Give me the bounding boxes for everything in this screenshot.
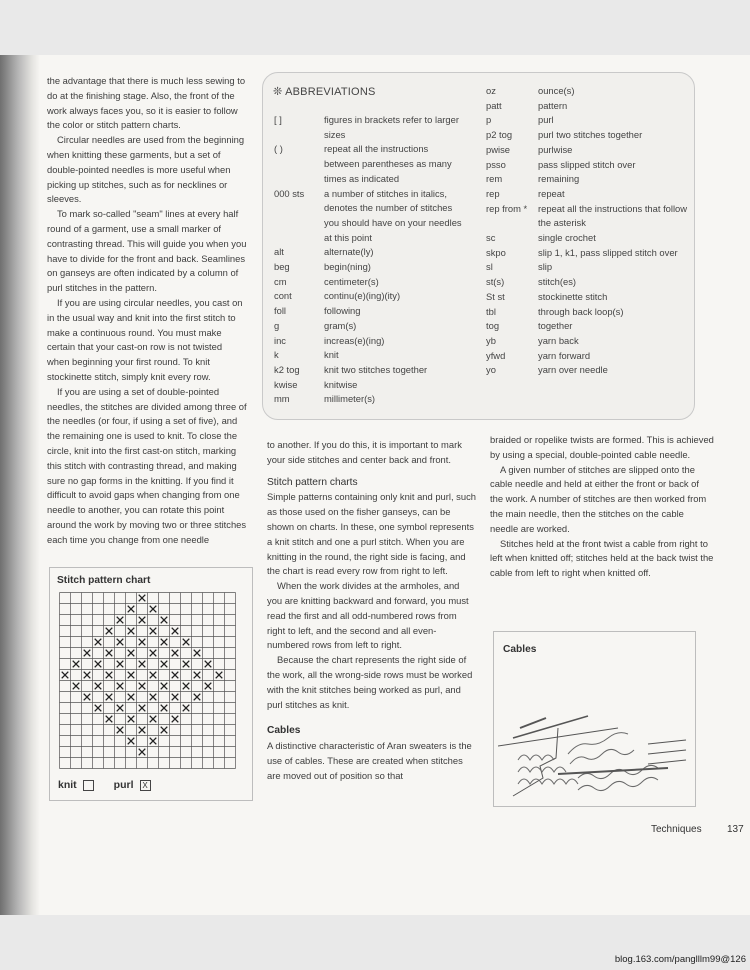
purl-stitch-mark xyxy=(128,694,135,701)
purl-stitch-mark xyxy=(128,628,135,635)
legend-purl-swatch: X xyxy=(140,780,151,791)
abbreviation-term: sc xyxy=(486,232,496,244)
abbreviation-term: beg xyxy=(274,261,290,273)
body-paragraph: Simple patterns containing only knit and purl, such as those used on the fisher ganseys, can be shown on charts. In these, one symbol represents a knit stitch and one a purl stitch. When you are knitting in the round, the right side is facing, and the chart is read every row from right to left. xyxy=(267,491,476,577)
abbreviation-term: ( ) xyxy=(274,143,283,155)
abbreviation-term: k xyxy=(274,349,279,361)
purl-stitch-mark xyxy=(194,672,201,679)
abbreviation-definition: single crochet xyxy=(538,232,596,244)
purl-stitch-mark xyxy=(150,606,157,613)
abbreviation-term: foll xyxy=(274,305,286,317)
abbreviation-row xyxy=(272,363,464,378)
abbreviation-definition: knitwise xyxy=(324,378,358,390)
body-paragraph: If you are using circular needles, you cast on in the usual way and knit into the first stitch to make a continuous round. You must make certain that your cast-on row is not twisted when beginning your first round. To knit stockinette stitch, simply knit every row. xyxy=(47,296,243,382)
abbreviation-term: tog xyxy=(486,320,500,332)
abbreviation-row xyxy=(486,128,688,143)
abbreviation-row xyxy=(486,231,688,246)
purl-stitch-mark xyxy=(172,628,179,635)
purl-stitch-mark xyxy=(139,683,146,690)
purl-stitch-mark xyxy=(150,694,157,701)
abbreviation-row xyxy=(486,158,688,173)
abbreviation-term: mm xyxy=(274,393,290,405)
abbreviation-term: cont xyxy=(274,290,292,302)
abbreviation-definition: a number of stitches in italics, denotes the number of stitches you should have on your needles at this point xyxy=(324,187,462,243)
abbreviation-definition: alternate(ly) xyxy=(324,246,374,258)
abbreviation-definition: purl two stitches together xyxy=(538,129,643,141)
purl-stitch-mark xyxy=(73,683,80,690)
purl-stitch-mark xyxy=(84,650,91,657)
purl-stitch-mark xyxy=(172,716,179,723)
purl-stitch-mark xyxy=(95,661,102,668)
abbreviation-row xyxy=(272,245,464,260)
abbreviation-term: rep from * xyxy=(486,202,528,214)
purl-stitch-mark xyxy=(128,716,135,723)
purl-stitch-mark xyxy=(194,650,201,657)
abbreviation-row xyxy=(486,334,688,349)
purl-stitch-mark xyxy=(161,705,168,712)
abbreviation-row xyxy=(486,305,688,320)
abbreviation-row xyxy=(272,187,464,246)
abbreviation-term: patt xyxy=(486,99,502,111)
abbreviation-term: yo xyxy=(486,364,496,376)
purl-stitch-mark xyxy=(161,661,168,668)
purl-stitch-mark xyxy=(205,683,212,690)
legend-knit-label: knit xyxy=(58,779,77,791)
abbreviation-term: rem xyxy=(486,173,503,185)
purl-stitch-mark xyxy=(84,694,91,701)
abbreviation-definition: repeat all the instructions between parentheses as many times as indicated xyxy=(324,143,452,184)
abbreviation-term: pwise xyxy=(486,143,510,155)
abbreviation-row xyxy=(272,392,464,407)
abbreviation-row xyxy=(272,348,464,363)
purl-stitch-mark xyxy=(139,661,146,668)
purl-stitch-mark xyxy=(139,595,146,602)
abbreviation-definition: increas(e)(ing) xyxy=(324,334,385,346)
abbreviation-definition: begin(ning) xyxy=(324,261,371,273)
purl-stitch-mark xyxy=(183,661,190,668)
abbreviation-definition: centimeter(s) xyxy=(324,275,379,287)
purl-stitch-mark xyxy=(172,694,179,701)
purl-stitch-mark xyxy=(128,606,135,613)
abbreviation-definition: knit xyxy=(324,349,339,361)
abbreviation-definition: purlwise xyxy=(538,143,573,155)
purl-stitch-mark xyxy=(95,705,102,712)
abbreviation-row xyxy=(486,349,688,364)
abbreviation-definition: slip xyxy=(538,261,553,273)
abbreviation-row xyxy=(272,113,464,142)
abbreviation-term: k2 tog xyxy=(274,363,300,375)
purl-stitch-mark xyxy=(106,694,113,701)
stitch-pattern-charts-heading: Stitch pattern charts xyxy=(267,476,358,488)
purl-stitch-mark xyxy=(117,661,124,668)
purl-stitch-mark xyxy=(95,639,102,646)
left-text-column xyxy=(47,74,247,548)
purl-stitch-mark xyxy=(172,672,179,679)
purl-stitch-mark xyxy=(161,639,168,646)
abbreviation-row xyxy=(486,246,688,261)
abbreviation-definition: together xyxy=(538,320,573,332)
purl-stitch-mark xyxy=(106,650,113,657)
abbreviation-row xyxy=(486,187,688,202)
abbreviation-row xyxy=(272,289,464,304)
purl-stitch-mark xyxy=(106,628,113,635)
abbreviation-term: sl xyxy=(486,261,493,273)
purl-stitch-mark xyxy=(128,672,135,679)
abbreviation-term: cm xyxy=(274,275,287,287)
body-paragraph: To mark so-called "seam" lines at every half round of a garment, use a small marker of contrasting thread. This will guide you when you have to divide for the front and back. Seamlines on ganseys are often indicated by a column of purl stitches in the pattern. xyxy=(47,208,247,294)
cables-heading: Cables xyxy=(267,725,301,737)
abbreviation-term: yfwd xyxy=(486,349,506,361)
purl-stitch-mark xyxy=(117,727,124,734)
purl-stitch-mark xyxy=(150,716,157,723)
abbreviation-term: g xyxy=(274,319,280,331)
purl-stitch-mark xyxy=(205,661,212,668)
abbreviation-row xyxy=(486,363,688,378)
abbreviation-definition: stitch(es) xyxy=(538,276,577,288)
cable-needle-illustration xyxy=(498,668,690,800)
continuation-text: to another. If you do this, it is important to mark your side stitches and center back and front. xyxy=(267,439,462,465)
stitch-chart-title: Stitch pattern chart xyxy=(57,575,151,586)
abbreviation-definition: following xyxy=(324,305,361,317)
source-watermark: blog.163.com/panglllm99@126 xyxy=(614,954,746,965)
abbreviation-row xyxy=(272,319,464,334)
running-footer-section: Techniques xyxy=(651,824,702,835)
abbreviations-title: ❊ ABBREVIATIONS xyxy=(273,86,376,98)
purl-stitch-mark xyxy=(117,617,124,624)
abbreviation-row xyxy=(486,84,688,99)
abbreviation-definition: ounce(s) xyxy=(538,85,575,96)
stitch-pattern-paragraphs xyxy=(267,490,477,712)
body-paragraph: Circular needles are used from the beginning when knitting these garments, but a set of double-pointed needles is more useful when picking up stitches, such as for necklines or sleeves. xyxy=(47,134,245,205)
purl-stitch-mark xyxy=(183,639,190,646)
purl-stitch-mark xyxy=(150,650,157,657)
middle-text-column xyxy=(267,438,477,784)
purl-stitch-mark xyxy=(172,650,179,657)
abbreviation-definition: remaining xyxy=(538,173,580,185)
abbreviations-title-text: ABBREVIATIONS xyxy=(285,86,376,98)
abbreviation-row xyxy=(272,275,464,290)
abbreviation-row xyxy=(486,290,688,305)
body-paragraph: Because the chart represents the right side of the work, all the wrong-side rows must be worked with the knit stitches being worked as purl, and purl stitches as knit. xyxy=(267,654,473,710)
abbreviation-definition: yarn over needle xyxy=(538,364,608,376)
right-text-column xyxy=(490,433,714,581)
abbreviation-row xyxy=(272,142,464,186)
purl-stitch-mark xyxy=(139,727,146,734)
abbreviation-definition: stockinette stitch xyxy=(538,290,608,302)
abbreviation-definition: pass slipped stitch over xyxy=(538,158,636,170)
abbreviation-term: skpo xyxy=(486,246,506,258)
abbreviation-row xyxy=(486,143,688,158)
purl-stitch-mark xyxy=(161,617,168,624)
purl-stitch-mark xyxy=(194,694,201,701)
abbreviation-definition: continu(e)(ing)(ity) xyxy=(324,290,401,302)
purl-stitch-mark xyxy=(117,639,124,646)
abbreviation-term: oz xyxy=(486,85,496,96)
purl-stitch-mark xyxy=(150,628,157,635)
abbreviation-term: St st xyxy=(486,290,505,302)
stitch-chart-grid xyxy=(59,592,236,769)
stitch-chart-legend xyxy=(58,779,151,791)
body-paragraph: A given number of stitches are slipped onto the cable needle and held at either the front or back of the work. A number of stitches are then worked from the main needle, then the stitches on the cable needle are worked. xyxy=(490,463,707,534)
abbreviation-definition: slip 1, k1, pass slipped stitch over xyxy=(538,246,678,258)
abbreviation-row xyxy=(486,202,688,231)
abbreviation-term: st(s) xyxy=(486,276,505,288)
abbreviation-term: rep xyxy=(486,187,500,199)
purl-stitch-mark xyxy=(216,672,223,679)
abbreviations-list-right xyxy=(486,84,688,378)
purl-stitch-mark xyxy=(183,683,190,690)
abbreviation-row xyxy=(486,172,688,187)
purl-stitch-mark xyxy=(161,683,168,690)
abbreviation-definition: millimeter(s) xyxy=(324,393,376,405)
abbreviations-list-left xyxy=(272,113,464,407)
page-spine-shadow xyxy=(0,55,40,915)
abbreviation-definition: gram(s) xyxy=(324,319,357,331)
purl-stitch-mark xyxy=(117,705,124,712)
abbreviation-definition: repeat xyxy=(538,187,565,199)
abbreviation-definition: knit two stitches together xyxy=(324,363,428,375)
body-paragraph: If you are using a set of double-pointed needles, the stitches are divided among three of the needles (or four, if using a set of five), and the remaining one is used to knit. To close the circle, knit into the first cast-on stitch, marking this stitch with contrasting thread, and making sure no gap forms in the knitting. If you find it difficult to avoid gaps when changing from one needle to another, you can rotate this point around the work by moving two or three stitches each time you change from one needle xyxy=(47,385,247,545)
abbreviation-term: yb xyxy=(486,334,496,346)
abbreviation-definition: yarn back xyxy=(538,334,579,346)
abbreviation-term: psso xyxy=(486,158,506,170)
abbreviation-row xyxy=(486,275,688,290)
legend-purl-label: purl xyxy=(113,779,134,791)
abbreviation-definition: yarn forward xyxy=(538,349,591,361)
purl-stitch-mark xyxy=(95,683,102,690)
purl-stitch-mark xyxy=(139,639,146,646)
purl-stitch-mark xyxy=(73,661,80,668)
abbreviation-row xyxy=(272,334,464,349)
legend-knit-swatch xyxy=(83,780,94,791)
body-paragraph: Stitches held at the front twist a cable from right to left when knitted off; stitches held at the back twist the cable from left to right when knitted off. xyxy=(490,537,714,579)
purl-stitch-mark xyxy=(106,716,113,723)
abbreviation-row xyxy=(486,99,688,114)
abbreviation-row xyxy=(486,113,688,128)
abbreviation-row xyxy=(272,378,464,393)
abbreviation-term: inc xyxy=(274,334,286,346)
purl-stitch-mark xyxy=(84,672,91,679)
abbreviation-definition: figures in brackets refer to larger sizes xyxy=(324,114,459,140)
cables-paragraph: A distinctive characteristic of Aran sweaters is the use of cables. These are created when stitches are moved out of position so that xyxy=(267,740,472,781)
purl-stitch-mark xyxy=(161,727,168,734)
abbreviation-term: p xyxy=(486,114,492,126)
purl-stitch-mark xyxy=(150,672,157,679)
body-paragraph: When the work divides at the armholes, and you are knitting backward and forward, you must read the first and all odd-numbered rows from right to left, and the second and all even-numbered rows from left to right. xyxy=(267,580,469,651)
purl-stitch-mark xyxy=(139,617,146,624)
cables-illustration-title: Cables xyxy=(503,644,537,655)
purl-stitch-mark xyxy=(150,738,157,745)
abbreviation-definition: through back loop(s) xyxy=(538,305,624,317)
abbreviation-term: tbl xyxy=(486,305,496,317)
purl-stitch-mark xyxy=(139,705,146,712)
abbreviation-row xyxy=(272,304,464,319)
purl-stitch-mark xyxy=(117,683,124,690)
abbreviation-term: [ ] xyxy=(274,114,282,125)
page-number: 137 xyxy=(727,824,744,835)
purl-stitch-mark xyxy=(139,749,146,756)
abbreviation-definition: repeat all the instructions that follow the asterisk xyxy=(538,202,688,229)
abbreviation-term: 000 sts xyxy=(274,187,305,199)
abbreviation-term: kwise xyxy=(274,378,298,390)
abbreviation-term: p2 tog xyxy=(486,129,513,141)
purl-stitch-mark xyxy=(128,738,135,745)
body-paragraph: the advantage that there is much less sewing to do at the finishing stage. Also, the front of the work always faces you, so it is easier to follow the color or stitch pattern charts. xyxy=(47,75,246,131)
purl-stitch-mark xyxy=(128,650,135,657)
purl-stitch-mark xyxy=(183,705,190,712)
abbreviation-term: alt xyxy=(274,246,284,258)
abbreviation-row xyxy=(486,260,688,275)
purl-stitch-mark xyxy=(106,672,113,679)
abbreviation-definition: purl xyxy=(538,114,554,126)
purl-stitch-mark xyxy=(62,672,69,679)
abbreviation-row xyxy=(272,260,464,275)
abbreviation-definition: pattern xyxy=(538,99,568,111)
body-paragraph: braided or ropelike twists are formed. This is achieved by using a special, double-pointed cable needle. xyxy=(490,434,714,460)
abbreviation-row xyxy=(486,319,688,334)
